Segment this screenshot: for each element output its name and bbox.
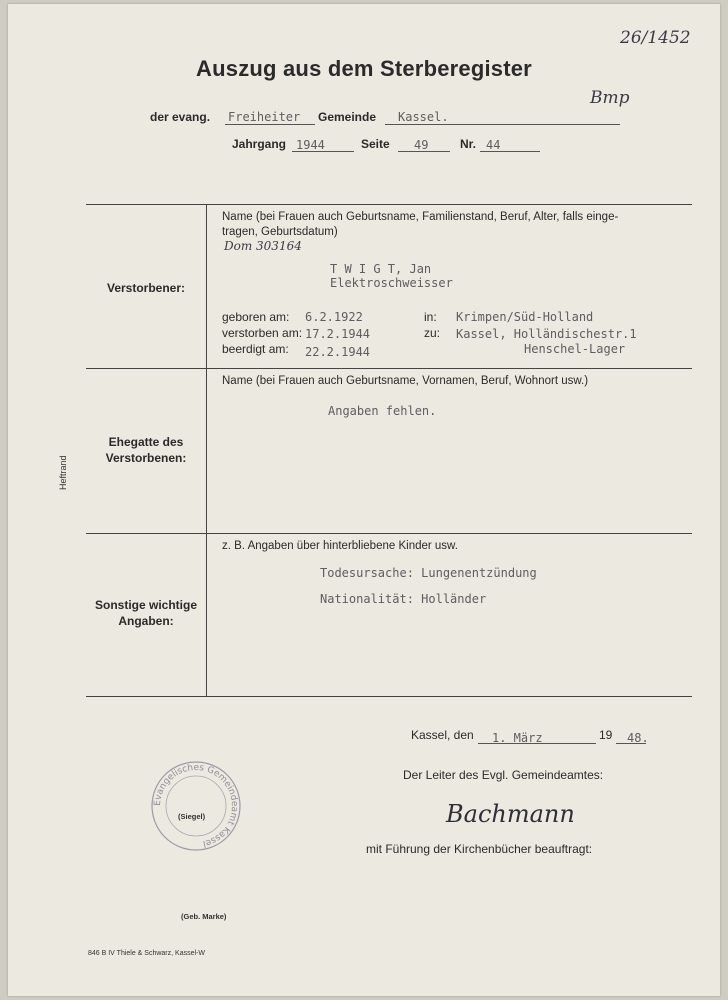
nr-line [480, 151, 540, 152]
cause-of-death: Todesursache: Lungenentzündung [320, 566, 537, 580]
year-suffix: 48. [627, 731, 649, 745]
born-label: geboren am: [222, 310, 290, 324]
seal-ring-text: Evangelisches Gemeindeamt Kassel [152, 762, 240, 849]
jahrgang-line [292, 151, 354, 152]
birth-place: Krimpen/Süd-Holland [456, 310, 594, 324]
issue-date-line [478, 743, 596, 744]
gemeinde-label: Gemeinde [318, 110, 377, 124]
gemeinde-type-line [225, 124, 315, 125]
seal-label: (Siegel) [178, 812, 206, 821]
gemeinde-type: Freiheiter [228, 110, 301, 124]
jahrgang-value: 1944 [296, 138, 325, 152]
died-label: verstorben am: [222, 326, 303, 340]
seite-label: Seite [361, 137, 390, 151]
death-place-line2: Henschel-Lager [524, 342, 626, 356]
spouse-hint: Name (bei Frauen auch Geburtsname, Vornamen, Beruf, Wohnort usw.) [222, 375, 589, 387]
gemeinde-name: Kassel. [398, 110, 449, 124]
born-date: 6.2.1922 [305, 310, 363, 324]
deceased-handwritten-note: Dom 303164 [224, 239, 302, 253]
issue-date: 1. März [492, 731, 543, 745]
table-top-rule [86, 204, 692, 205]
other-section-label [86, 597, 206, 629]
nr-label: Nr. [460, 137, 477, 151]
deceased-occupation: Elektroschweisser [330, 276, 453, 290]
deceased-name: T W I G T, Jan [330, 262, 432, 276]
died-date: 17.2.1944 [305, 327, 371, 341]
column-divider [206, 204, 207, 697]
buried-label: beerdigt am: [222, 342, 289, 356]
nationality: Nationalität: Holländer [320, 592, 487, 606]
year-line [616, 743, 646, 744]
seal-inner-ring [166, 776, 226, 836]
buried-date: 22.2.1944 [305, 345, 371, 359]
year-prefix: 19 [599, 728, 613, 742]
gemeinde-name-line [385, 124, 620, 125]
jahrgang-label: Jahrgang [232, 137, 287, 151]
row-divider-2 [86, 533, 692, 534]
spouse-section-label [86, 434, 206, 466]
spouse-label-line2: Verstorbenen: [105, 451, 187, 465]
seite-value: 49 [414, 138, 429, 152]
seite-line [398, 151, 450, 152]
printer-footer: 846 B IV Thiele & Schwarz, Kassel-W [88, 950, 205, 957]
signature: Bachmann [446, 800, 575, 828]
birth-place-label: in: [424, 310, 437, 324]
official-seal [150, 760, 242, 852]
document-title: Auszug aus dem Sterberegister [196, 56, 532, 81]
margin-label: Heftrand [58, 455, 68, 490]
table-bottom-rule [86, 696, 692, 697]
leader-label: Der Leiter des Evgl. Gemeindeamtes: [403, 768, 604, 782]
other-label-line2: Angaben: [118, 614, 174, 628]
nr-value: 44 [486, 138, 501, 152]
handwritten-note: Bmp [590, 88, 630, 108]
spouse-label-line1: Ehegatte des [108, 435, 184, 449]
deceased-section-label: Verstorbener: [106, 281, 186, 295]
stamp-label: (Geb. Marke) [181, 912, 227, 921]
death-place-line1: Kassel, Holländischestr.1 [456, 327, 637, 341]
row-divider-1 [86, 368, 692, 369]
spouse-value: Angaben fehlen. [328, 404, 437, 418]
handwritten-reference: 26/1452 [620, 28, 691, 48]
seal-outer-ring [152, 762, 240, 850]
place-label: Kassel, den [411, 728, 474, 742]
deceased-hint-line2: tragen, Geburtsdatum) [222, 226, 338, 238]
other-hint: z. B. Angaben über hinterbliebene Kinder usw. [222, 540, 458, 552]
deceased-hint-line1: Name (bei Frauen auch Geburtsname, Familienstand, Beruf, Alter, falls einge- [222, 211, 619, 223]
other-label-line1: Sonstige wichtige [94, 598, 197, 612]
death-place-label: zu: [424, 326, 441, 340]
keeper-label: mit Führung der Kirchenbücher beauftragt: [366, 842, 593, 856]
gemeinde-prefix: der evang. [150, 110, 211, 124]
